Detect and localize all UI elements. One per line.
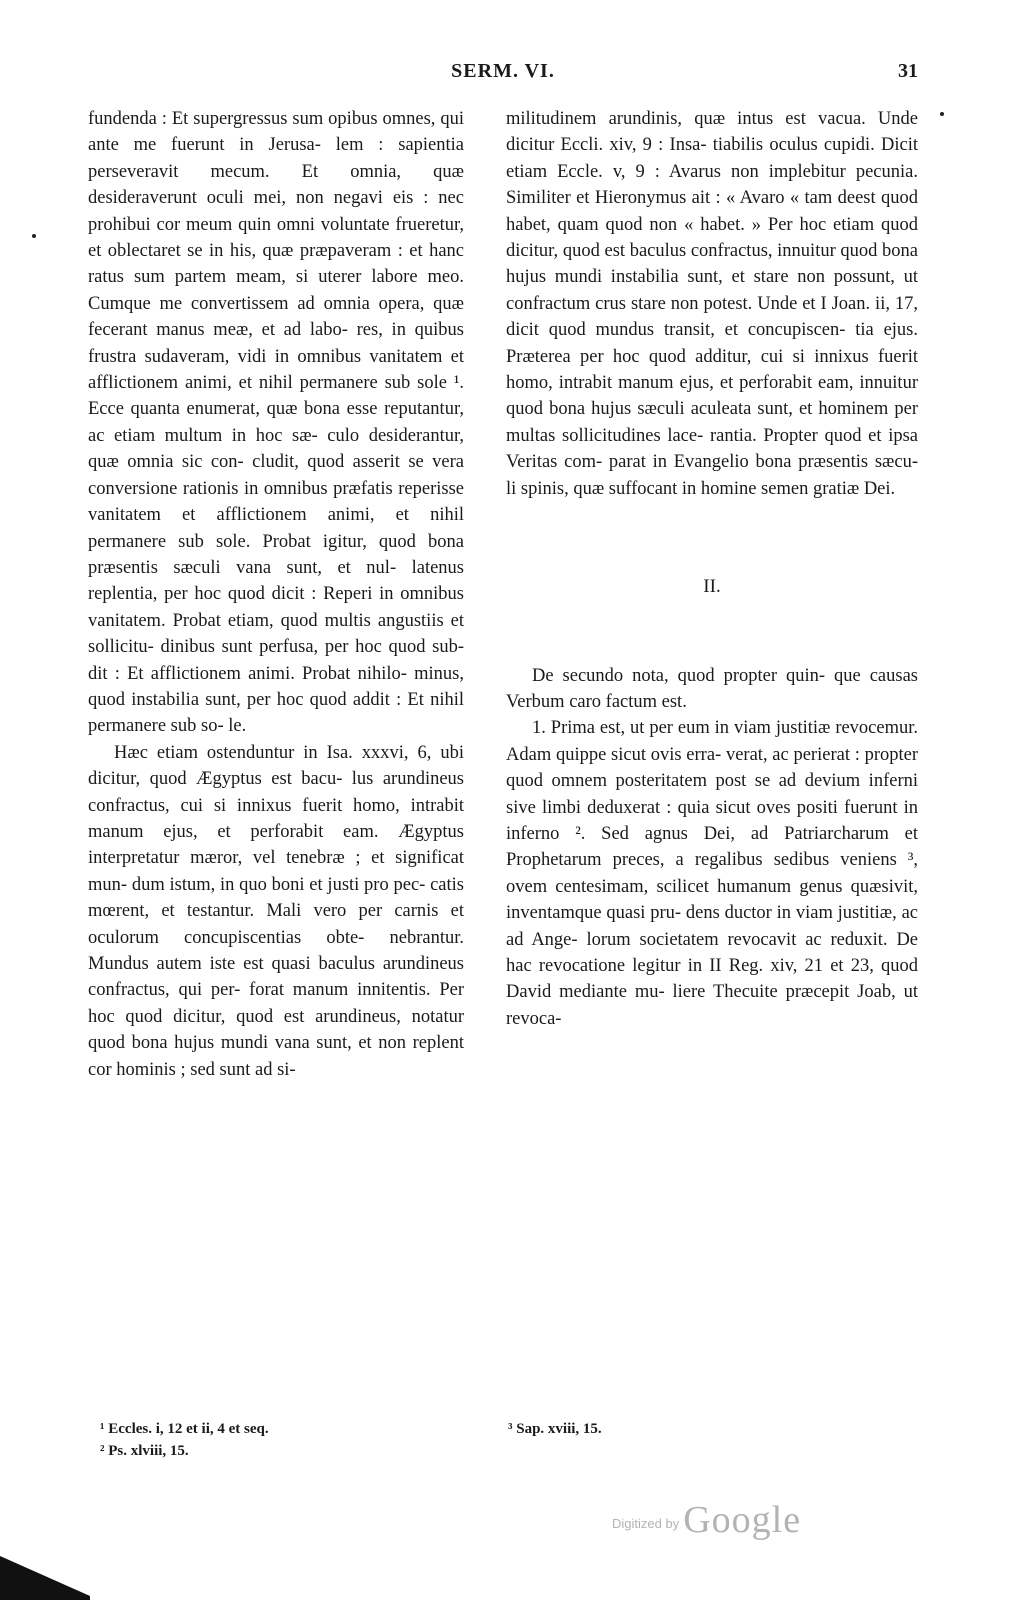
text-line: militudinem arundinis, quæ intus est <box>506 109 806 129</box>
text-line: quod bona hujus sæculi aculeata sunt, et <box>506 399 813 420</box>
text-line: res, in quibus frustra sudaveram, vidi <box>88 320 465 367</box>
watermark-prefix: Digitized by <box>612 1516 680 1531</box>
left-column <box>88 106 464 1083</box>
text-line: etiam, quod multis angustiis et sollicitu- <box>88 610 465 658</box>
text-line: in omnibus vanitatem et afflictionem <box>88 346 464 394</box>
text-line: 6, ubi dicitur, quod Ægyptus est bacu- <box>88 742 464 790</box>
text-line: stare non potest. Unde et I Joan. ii, 17, <box>630 293 919 314</box>
text-line: tia ejus. Præterea per hoc quod additur, <box>506 320 918 367</box>
text-line: vacua. Unde dicitur Eccli. xiv, 9 : Insa- <box>506 109 918 156</box>
text-line: hominem per multas sollicitudines lace- <box>506 399 918 446</box>
text-line: omnes, qui ante me fuerunt in Jerusa- <box>88 109 464 156</box>
text-line: rantia. Propter quod et ipsa Veritas com- <box>506 425 918 473</box>
paragraph <box>88 106 464 740</box>
text-line: dum istum, in quo boni et justi pro pec- <box>131 874 426 895</box>
text-line: quod bona hujus mundi instabilia sunt, et <box>506 241 919 288</box>
text-line: animi, et nihil permanere sub sole ¹. <box>184 373 464 394</box>
page-corner-shadow <box>0 1548 90 1600</box>
text-line: De hac revocatione legitur in II Reg. <box>506 929 919 976</box>
text-line: genus quæsivit, inventamque quasi pru- <box>506 876 919 924</box>
text-line: Dei, ad Patriarcharum et Prophetarum <box>506 823 918 871</box>
text-line: cludit, quod asserit se vera conversione <box>88 452 464 499</box>
text-line: carnis et oculorum concupiscentias obte- <box>88 901 465 948</box>
text-line: permanere sub sole. Probat igitur, quod <box>88 531 416 552</box>
text-line: cui si innixus fuerit homo, intrabit <box>506 346 919 394</box>
page-number: 31 <box>898 60 918 82</box>
footnote: ¹ Eccles. i, 12 et ii, 4 et seq. <box>100 1421 269 1437</box>
text-line: omnia, quæ desideraverunt oculi mei, non <box>88 161 464 209</box>
page-header <box>88 60 918 90</box>
text-line: li spinis, quæ suffocant in homine semen <box>506 478 809 499</box>
text-line: dicit quod mundus transit, et concupiscen- <box>506 320 846 341</box>
text-line: negavi eis : nec prohibui cor meum quin <box>88 188 464 235</box>
text-line: « habet. » Per hoc etiam quod dicitur, <box>506 214 919 262</box>
footnotes-right <box>508 1418 808 1440</box>
text-line: liere Thecuite præcepit Joab, ut revoca- <box>506 982 918 1029</box>
text-line: v, 9 : Avarus non implebitur pecunia. <box>612 161 918 182</box>
text-line: catis mœrent, et testantur. Mali vero per <box>88 874 464 922</box>
text-line: « tam deest quod habet, quam quod non <box>506 188 919 235</box>
paragraph <box>88 740 464 1083</box>
text-line: lem : sapientia perseveravit mecum. Et <box>88 135 465 182</box>
text-line: quod est baculus confractus, innuitur <box>562 241 836 262</box>
text-line: reputantur, ac etiam multum in hoc sæ- <box>88 399 464 446</box>
text-line: culo desiderantur, quæ omnia sic con- <box>88 425 465 473</box>
text-line: lus arundineus confractus, cui si innixus <box>88 769 464 816</box>
text-line: ovem centesimam, scilicet humanum <box>506 876 792 897</box>
text-line: perforabit eam. Ægyptus interpretatur <box>88 821 464 869</box>
text-line: nebrantur. Mundus autem iste est quasi <box>88 927 464 974</box>
text-line: sive limbi deduxerat : quia sicut oves <box>506 797 791 818</box>
text-line: Ecce quanta enumerat, quæ bona esse <box>88 399 378 420</box>
text-line: le. <box>228 716 247 737</box>
text-line: rationis in omnibus præfatis reperisse <box>182 478 464 499</box>
text-line: dit : Et afflictionem animi. Probat nihilo- <box>88 663 407 684</box>
text-line: stare non possunt, ut confractum crus <box>506 267 918 314</box>
text-line: quod addit : Et nihil permanere sub so- <box>88 689 464 737</box>
digitized-watermark <box>612 1498 912 1542</box>
text-line: baculus arundineus confractus, qui per- <box>88 954 464 1001</box>
paragraph <box>506 663 918 716</box>
text-line: posteritatem post se ad devium inferni <box>615 771 918 792</box>
text-line: tiabilis oculus cupidi. Dicit etiam Eccle. <box>506 135 918 182</box>
text-line: gratiæ Dei. <box>812 478 896 499</box>
text-line: non replent cor hominis ; sed sunt ad si- <box>88 1033 464 1080</box>
text-line: dinibus sunt perfusa, per hoc quod sub- <box>160 637 464 658</box>
text-line: xiv, 21 et 23, quod David mediante mu- <box>506 955 918 1003</box>
text-line: positi fuerunt in inferno ². Sed agnus <box>506 797 919 844</box>
text-line: bona præsentis sæculi vana sunt, et nul- <box>88 531 465 578</box>
paragraph <box>506 715 918 1032</box>
text-line: minus, quod instabilia sunt, per hoc <box>88 663 464 710</box>
footnote: ³ Sap. xviii, 15. <box>508 1421 602 1437</box>
ink-speck <box>32 234 36 238</box>
text-line: lorum societatem revocavit ac reduxit. <box>586 929 888 950</box>
text-line: fundenda : Et supergressus sum opibus <box>88 109 378 129</box>
text-line: que causas Verbum caro factum est. <box>506 665 918 712</box>
text-line: latenus replentia, per hoc quod dicit : <box>88 557 464 605</box>
text-line: Similiter et Hieronymus ait : « Avaro <box>506 188 785 209</box>
text-line: forat manum innitentis. Per hoc quod <box>88 980 465 1027</box>
text-line: quod bona hujus mundi vana sunt, et <box>88 1033 372 1054</box>
text-line: manum ejus, et perforabit eam, innuitur <box>618 373 918 394</box>
paragraph <box>506 106 918 502</box>
section-heading: II. <box>703 576 721 598</box>
text-line: De secundo nota, quod propter quin- <box>532 665 826 686</box>
text-line: mæror, vel tenebræ ; et significat mun- <box>88 848 465 895</box>
text-line: dicitur, quod est arundineus, notatur <box>173 1006 464 1027</box>
text-line: quæ fecerant manus meæ, et ad labo- <box>88 293 464 341</box>
text-line: revocemur. Adam quippe sicut ovis erra- <box>506 718 919 765</box>
text-line: omni voluntate frueretur, et oblectaret se <box>88 214 464 262</box>
text-line: Hæc etiam ostenduntur in Isa. xxxvi, <box>114 742 409 763</box>
text-line: 1. Prima est, ut per eum in viam justitiæ <box>532 718 831 739</box>
footnotes-left <box>100 1418 440 1462</box>
text-line: verat, ac perierat : propter quod omnem <box>506 744 919 792</box>
text-line: fuerit homo, intrabit manum ejus, et <box>88 795 465 842</box>
text-line: in his, quæ præpaveram : et hanc ratus <box>88 241 465 288</box>
ink-speck <box>940 112 944 116</box>
text-line: Cumque me convertissem ad omnia opera, <box>88 293 425 314</box>
watermark-brand: Google <box>683 1499 802 1541</box>
running-title: SERM. VI. <box>451 60 555 82</box>
text-line: preces, a regalibus sedibus veniens ³, <box>612 850 918 871</box>
right-column <box>506 106 918 1032</box>
text-line: sum partem meam, si uterer labore meo. <box>133 267 465 288</box>
text-line: parat in Evangelio bona præsentis sæcu- <box>608 452 918 473</box>
text-line: dens ductor in viam justitiæ, ac ad Ange- <box>506 903 918 950</box>
text-line: vanitatem et afflictionem animi, et nihil <box>88 505 464 526</box>
footnote: ² Ps. xlviii, 15. <box>100 1443 189 1459</box>
text-line: Reperi in omnibus vanitatem. Probat <box>88 584 464 631</box>
